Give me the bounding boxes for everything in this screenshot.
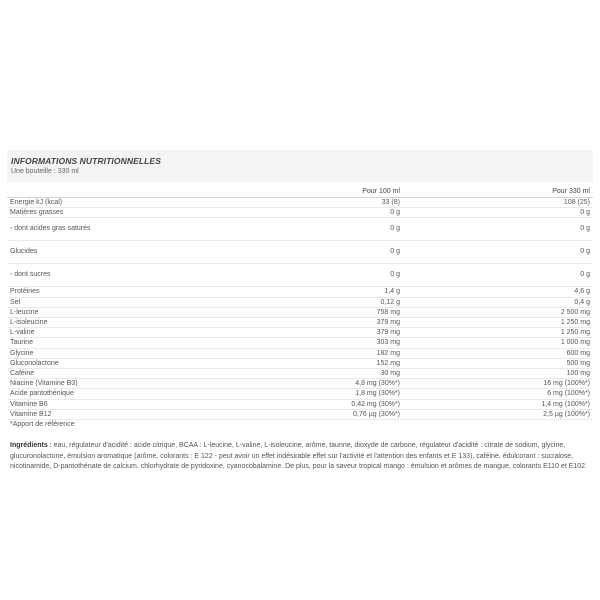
nutrient-name: L-valine — [7, 328, 213, 338]
value-330ml: 0 g — [403, 208, 593, 218]
value-100ml: 379 mg — [213, 328, 403, 338]
value-330ml: 1 250 mg — [403, 328, 593, 338]
value-100ml: 0 g — [213, 264, 403, 287]
nutrient-name: Glucides — [7, 241, 213, 264]
value-100ml: 379 mg — [213, 318, 403, 328]
table-row — [7, 369, 593, 379]
value-100ml: 0,12 g — [213, 297, 403, 307]
value-330ml: 600 mg — [403, 348, 593, 358]
nutrient-name: L-isoleucine — [7, 318, 213, 328]
table-row — [7, 198, 593, 208]
table-row — [7, 208, 593, 218]
value-100ml: 0,76 µg (30%*) — [213, 409, 403, 419]
value-330ml: 4,6 g — [403, 287, 593, 297]
value-100ml: 1,8 mg (30%*) — [213, 389, 403, 399]
value-100ml: 0 g — [213, 218, 403, 241]
table-row — [7, 297, 593, 307]
nutrient-name: Taurine — [7, 338, 213, 348]
value-330ml: 0,4 g — [403, 297, 593, 307]
table-row — [7, 318, 593, 328]
table-row — [7, 358, 593, 368]
column-header-name — [7, 187, 213, 198]
value-330ml: 2,5 µg (100%*) — [403, 409, 593, 419]
table-row — [7, 338, 593, 348]
table-row — [7, 218, 593, 241]
value-330ml: 1 000 mg — [403, 338, 593, 348]
nutrient-name: Vitamine B12 — [7, 409, 213, 419]
value-330ml: 16 mg (100%*) — [403, 379, 593, 389]
nutrition-header — [7, 150, 593, 182]
value-100ml: 33 (8) — [213, 198, 403, 208]
table-row — [7, 264, 593, 287]
nutrient-name: L-leucine — [7, 307, 213, 317]
ingredients-block — [7, 441, 593, 473]
value-330ml: 100 mg — [403, 369, 593, 379]
nutrient-name: - dont acides gras saturés — [7, 218, 213, 241]
nutrient-name: Acide pantothénique — [7, 389, 213, 399]
value-330ml: 108 (25) — [403, 198, 593, 208]
nutrient-name: Niacine (Vitamine B3) — [7, 379, 213, 389]
value-330ml: 1 250 mg — [403, 318, 593, 328]
value-100ml: 0,42 mg (30%*) — [213, 399, 403, 409]
nutrient-name: Sel — [7, 297, 213, 307]
value-100ml: 758 mg — [213, 307, 403, 317]
table-header-row — [7, 187, 593, 198]
value-100ml: 182 mg — [213, 348, 403, 358]
column-header-100ml: Pour 100 ml — [213, 187, 403, 198]
value-330ml: 0 g — [403, 264, 593, 287]
column-header-330ml: Pour 330 ml — [403, 187, 593, 198]
nutrient-name: - dont sucres — [7, 264, 213, 287]
table-row — [7, 399, 593, 409]
nutrition-panel — [7, 150, 593, 473]
nutrition-rows — [7, 198, 593, 430]
table-row — [7, 348, 593, 358]
nutrient-name: Energie kJ (kcal) — [7, 198, 213, 208]
value-330ml: 0 g — [403, 241, 593, 264]
value-100ml: 30 mg — [213, 369, 403, 379]
nutrition-table — [7, 187, 593, 429]
value-330ml: 1,4 mg (100%*) — [403, 399, 593, 409]
value-330ml: 0 g — [403, 218, 593, 241]
nutrient-name: Matières grasses — [7, 208, 213, 218]
value-330ml: 6 mg (100%*) — [403, 389, 593, 399]
nutrient-name: Caféine — [7, 369, 213, 379]
value-330ml: 500 mg — [403, 358, 593, 368]
table-row — [7, 409, 593, 419]
value-100ml: 1,4 g — [213, 287, 403, 297]
value-100ml: 0 g — [213, 241, 403, 264]
nutrient-name: Protéines — [7, 287, 213, 297]
table-row — [7, 389, 593, 399]
nutrition-title: INFORMATIONS NUTRITIONNELLES — [11, 156, 161, 166]
table-row — [7, 307, 593, 317]
ingredients-text: : eau, régulateur d'acidité : acide citrique, BCAA : L-leucine, L-valine, L-isoleucine, arôme, taurine, dioxyde de carbone, régulateur d'acidité : citrate de sodium, glycine, glucuronolactone, émulsion aromatique (arôme, colorants : E 122 - peut avoir un effet indésirable effet sur l'activité et l'attention des enfants et E 133), caféine, édulcorant : sucralose, nicotinamide, D-pantothénate de calcium, chlorhydrate de pyridoxine, cyanocobalamine. De plus, pour la saveur tropical mango : émulsion et arômes de mangue, colorants E110 et E102. — [10, 442, 587, 471]
table-row — [7, 287, 593, 297]
nutrient-name: Glycine — [7, 348, 213, 358]
ingredients-label: Ingrédients — [10, 442, 48, 450]
nutrient-name: Gluconolactone — [7, 358, 213, 368]
value-100ml: 4,8 mg (30%*) — [213, 379, 403, 389]
value-100ml: 152 mg — [213, 358, 403, 368]
table-row — [7, 328, 593, 338]
nutrient-name: Vitamine B6 — [7, 399, 213, 409]
table-row — [7, 379, 593, 389]
value-100ml: 303 mg — [213, 338, 403, 348]
serving-size: Une bouteille : 330 ml — [11, 168, 79, 175]
table-row — [7, 241, 593, 264]
value-330ml: 2 500 mg — [403, 307, 593, 317]
footnote: *Apport de référence — [10, 421, 75, 429]
footnote-row — [7, 420, 593, 430]
value-100ml: 0 g — [213, 208, 403, 218]
